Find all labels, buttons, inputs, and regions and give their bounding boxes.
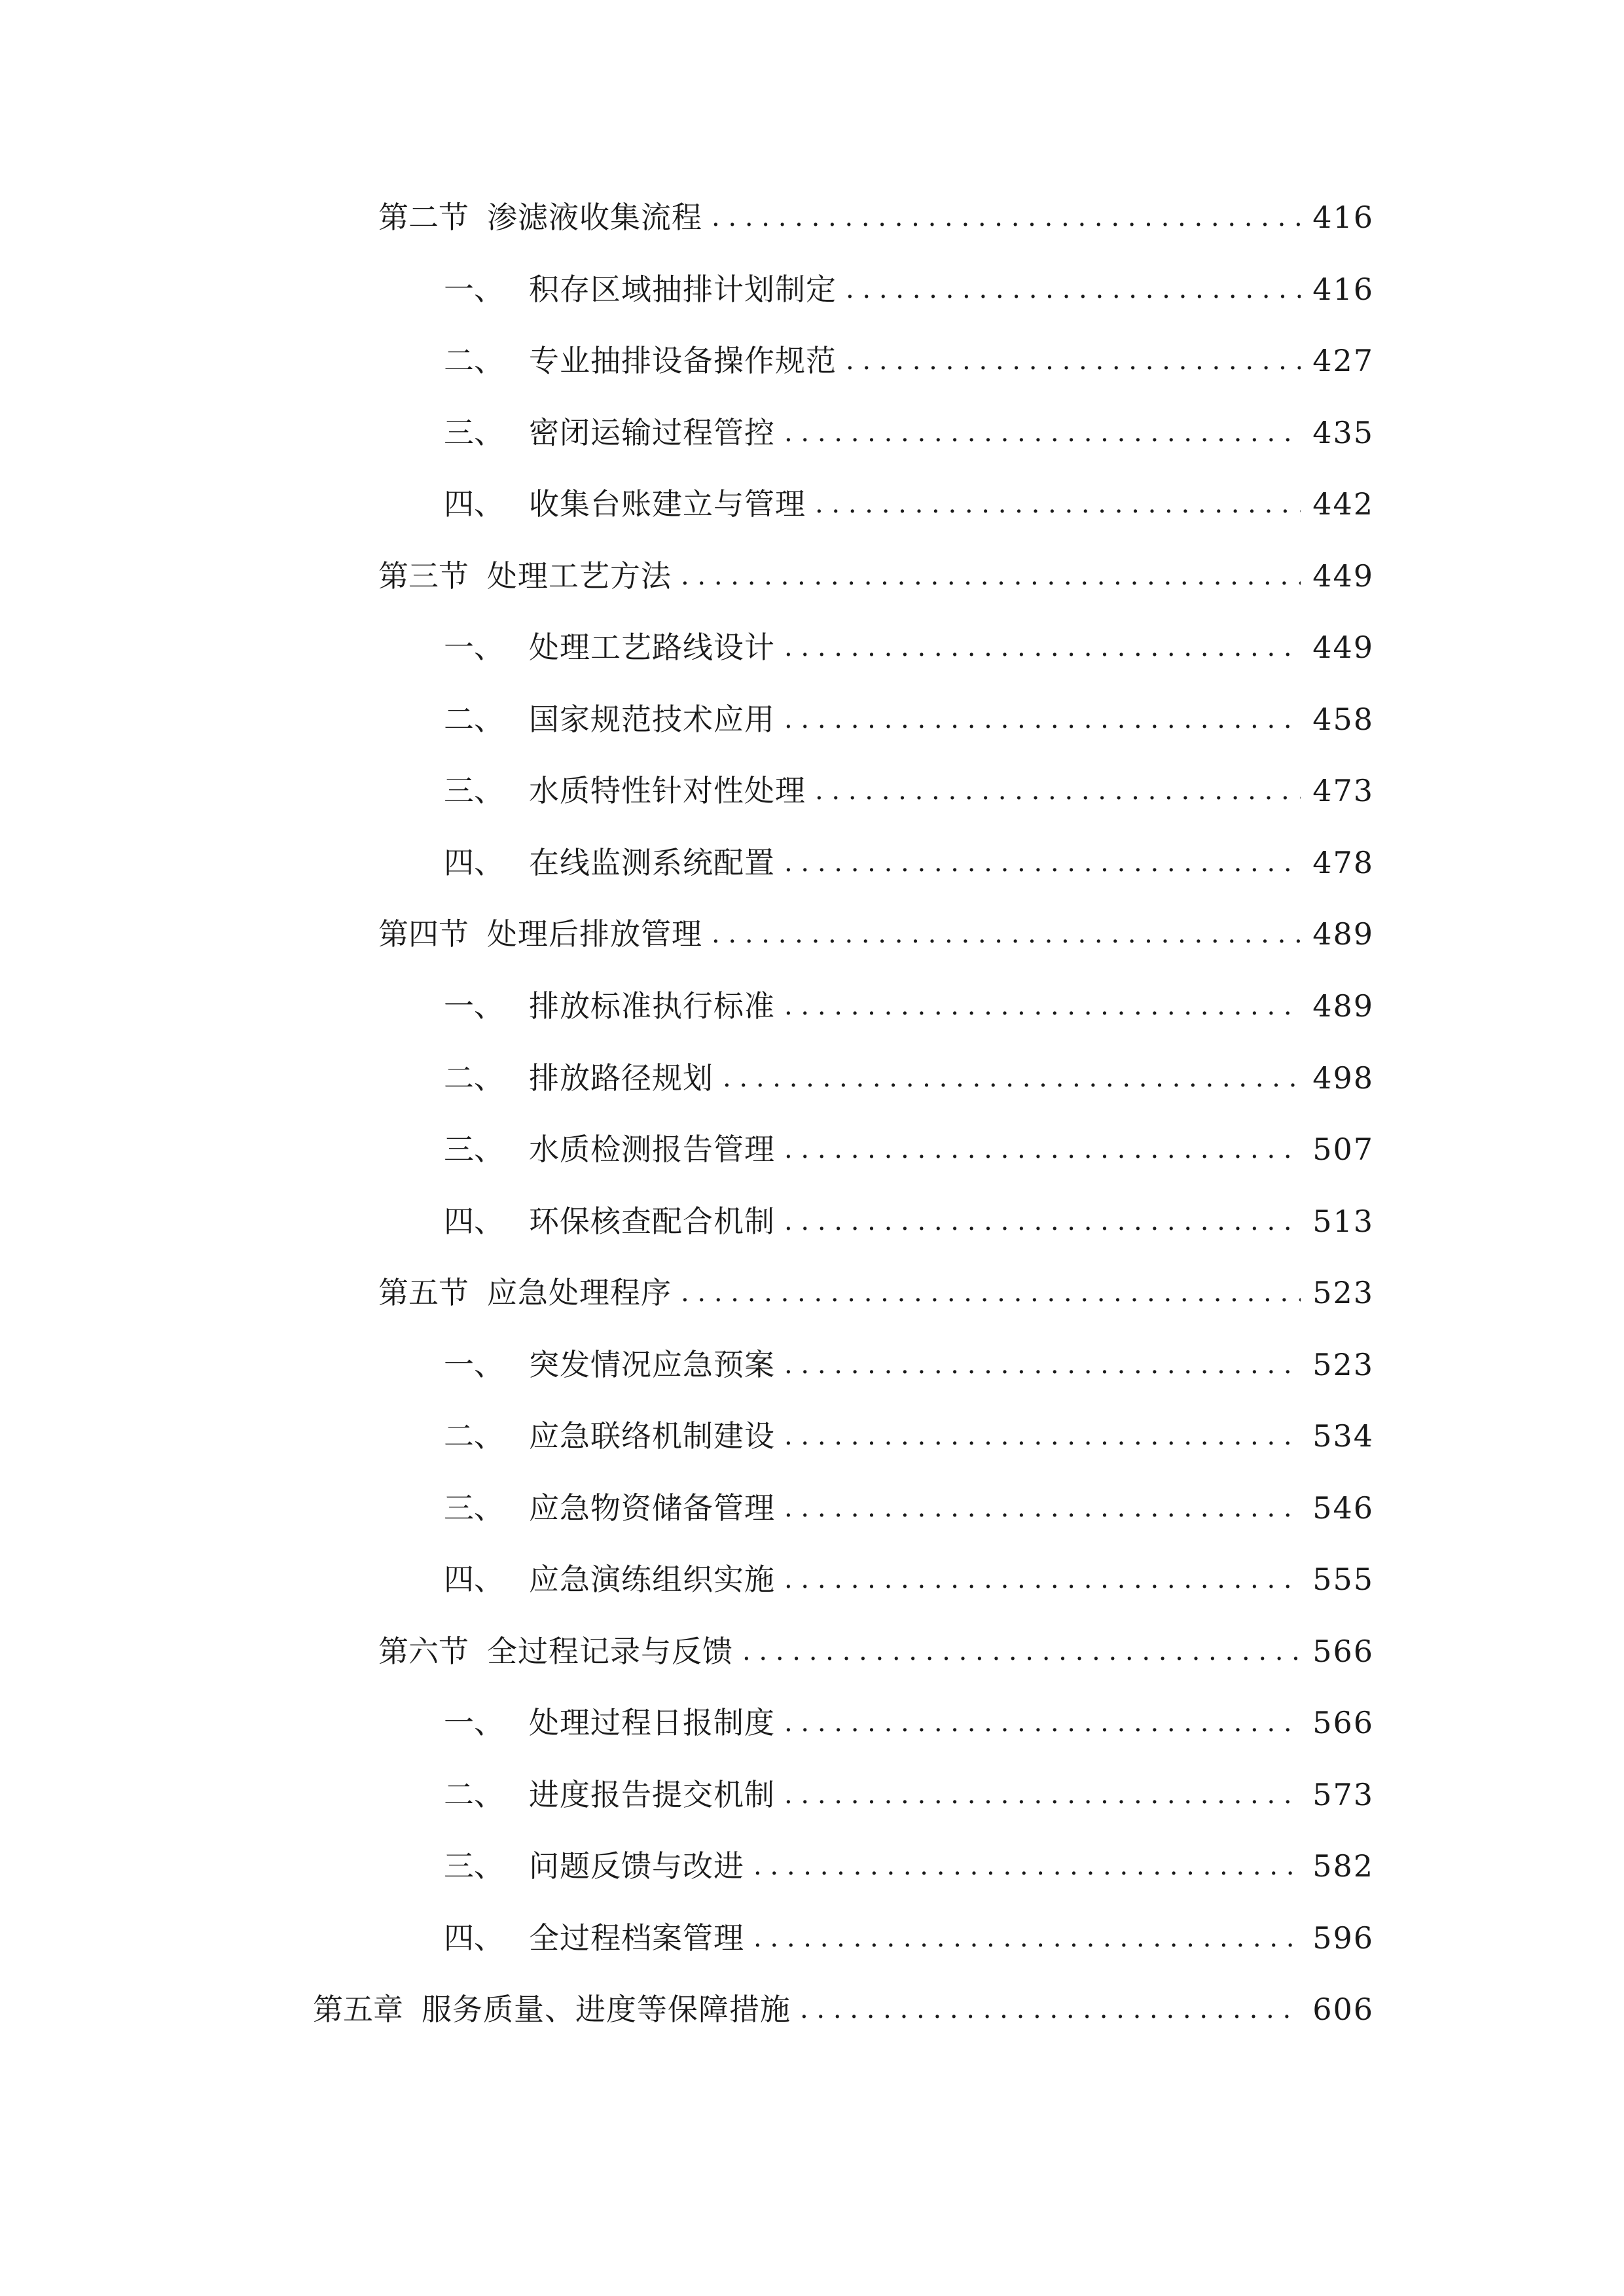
toc-entry-marker: 第五节 [378,1275,469,1310]
toc-entry-marker: 三、 [444,1490,504,1526]
dot-leader [846,263,1301,315]
toc-entry-item[interactable] [444,1840,1374,1892]
toc-entry-page: 606 [1312,1992,1374,2027]
toc-entry-item[interactable] [444,1195,1374,1247]
toc-entry-item[interactable] [444,1696,1374,1749]
toc-entry-page: 573 [1312,1777,1374,1812]
toc-entry-marker: 三、 [444,1132,504,1167]
toc-entry-page: 416 [1312,272,1374,307]
toc-entry-page: 582 [1312,1848,1374,1884]
dot-leader [784,1768,1301,1821]
dot-leader [784,1482,1301,1534]
toc-entry-page: 458 [1312,702,1374,737]
toc-entry-section[interactable] [378,550,1374,602]
dot-leader [815,478,1301,530]
toc-entry-title: 应急联络机制建设 [529,1418,775,1454]
toc-entry-item[interactable] [444,334,1374,387]
toc-entry-marker: 一、 [444,1705,504,1740]
dot-leader [712,191,1301,243]
toc-entry-title: 处理工艺方法 [487,558,672,594]
toc-entry-marker: 二、 [444,702,504,737]
toc-entry-title: 排放标准执行标准 [529,988,775,1024]
dot-leader [784,1553,1301,1605]
toc-entry-item[interactable] [444,1052,1374,1104]
dot-leader [784,406,1301,459]
dot-leader [742,1625,1301,1677]
toc-entry-marker: 一、 [444,1347,504,1382]
toc-entry-item[interactable] [444,1410,1374,1462]
toc-entry-page: 507 [1312,1132,1374,1167]
toc-entry-marker: 四、 [444,486,504,522]
toc-entry-marker: 三、 [444,415,504,450]
toc-entry-marker: 一、 [444,272,504,307]
toc-entry-item[interactable] [444,406,1374,459]
toc-entry-page: 427 [1312,343,1374,378]
toc-entry-section[interactable] [378,191,1374,243]
toc-entry-title: 水质特性针对性处理 [529,773,806,808]
toc-entry-page: 596 [1312,1920,1374,1956]
dot-leader [753,1912,1301,1964]
dot-leader [784,1338,1301,1391]
toc-entry-page: 449 [1312,558,1374,594]
toc-entry-page: 513 [1312,1204,1374,1239]
toc-entry-title: 水质检测报告管理 [529,1132,775,1167]
toc-entry-marker: 四、 [444,1562,504,1597]
toc-entry-marker: 四、 [444,845,504,880]
toc-entry-title: 服务质量、进度等保障措施 [422,1992,791,2027]
toc-entry-item[interactable] [444,1123,1374,1175]
toc-entry-item[interactable] [444,980,1374,1032]
toc-entry-title: 应急演练组织实施 [529,1562,775,1597]
toc-entry-section[interactable] [378,1625,1374,1677]
toc-entry-title: 处理后排放管理 [487,916,702,952]
toc-entry-marker: 第六节 [378,1634,469,1669]
toc-entry-page: 566 [1312,1634,1374,1669]
dot-leader [784,836,1301,889]
toc-entry-page: 523 [1312,1347,1374,1382]
toc-entry-title: 在线监测系统配置 [529,845,775,880]
toc-entry-title: 环保核查配合机制 [529,1204,775,1239]
toc-entry-page: 489 [1312,916,1374,952]
toc-entry-title: 进度报告提交机制 [529,1777,775,1812]
dot-leader [784,1696,1301,1749]
toc-entry-page: 534 [1312,1418,1374,1454]
toc-entry-marker: 二、 [444,1060,504,1096]
toc-entry-item[interactable] [444,836,1374,889]
toc-entry-page: 555 [1312,1562,1374,1597]
dot-leader [784,980,1301,1032]
toc-entry-marker: 第五章 [313,1992,403,2027]
toc-entry-marker: 四、 [444,1204,504,1239]
toc-entry-marker: 二、 [444,343,504,378]
toc-entry-title: 应急处理程序 [487,1275,672,1310]
toc-entry-section[interactable] [378,1266,1374,1319]
toc-entry-marker: 二、 [444,1777,504,1812]
toc-entry-item[interactable] [444,1338,1374,1391]
toc-entry-title: 国家规范技术应用 [529,702,775,737]
toc-entry-marker: 第四节 [378,916,469,952]
toc-entry-item[interactable] [444,764,1374,817]
dot-leader [681,1266,1301,1319]
dot-leader [712,908,1301,960]
toc-entry-title: 积存区域抽排计划制定 [529,272,837,307]
toc-entry-marker: 三、 [444,1848,504,1884]
toc-entry-title: 处理过程日报制度 [529,1705,775,1740]
toc-entry-page: 473 [1312,773,1374,808]
toc-entry-title: 收集台账建立与管理 [529,486,806,522]
toc-entry-title: 处理工艺路线设计 [529,630,775,665]
toc-entry-title: 应急物资储备管理 [529,1490,775,1526]
toc-entry-marker: 三、 [444,773,504,808]
toc-entry-page: 546 [1312,1490,1374,1526]
toc-entry-item[interactable] [444,263,1374,315]
toc-entry-title: 渗滤液收集流程 [487,200,702,235]
toc-entry-page: 523 [1312,1275,1374,1310]
dot-leader [784,621,1301,673]
toc-entry-page: 478 [1312,845,1374,880]
toc-entry-page: 416 [1312,200,1374,235]
toc-entry-item[interactable] [444,478,1374,530]
toc-entry-item[interactable] [444,693,1374,745]
dot-leader [784,693,1301,745]
dot-leader [784,1195,1301,1247]
toc-entry-section[interactable] [378,908,1374,960]
dot-leader [846,334,1301,387]
toc-entry-page: 449 [1312,630,1374,665]
toc-entry-item[interactable] [444,1768,1374,1821]
toc-entry-page: 435 [1312,415,1374,450]
dot-leader [800,1983,1301,2036]
toc-entry-marker: 第三节 [378,558,469,594]
toc-entry-title: 全过程档案管理 [529,1920,744,1956]
dot-leader [815,764,1301,817]
toc-entry-title: 问题反馈与改进 [529,1848,744,1884]
toc-entry-title: 排放路径规划 [529,1060,713,1096]
toc-entry-title: 全过程记录与反馈 [487,1634,733,1669]
toc-entry-marker: 四、 [444,1920,504,1956]
toc-entry-title: 密闭运输过程管控 [529,415,775,450]
dot-leader [784,1410,1301,1462]
toc-entry-marker: 二、 [444,1418,504,1454]
toc-entry-chapter[interactable] [313,1983,1374,2036]
toc-entry-item[interactable] [444,1553,1374,1605]
dot-leader [681,550,1301,602]
toc-entry-item[interactable] [444,1482,1374,1534]
dot-leader [723,1052,1301,1104]
toc-entry-title: 专业抽排设备操作规范 [529,343,837,378]
toc-entry-marker: 第二节 [378,200,469,235]
toc-entry-title: 突发情况应急预案 [529,1347,775,1382]
toc-entry-page: 566 [1312,1705,1374,1740]
dot-leader [784,1123,1301,1175]
toc-entry-item[interactable] [444,621,1374,673]
toc-entry-page: 498 [1312,1060,1374,1096]
toc-entry-item[interactable] [444,1912,1374,1964]
toc-entry-marker: 一、 [444,988,504,1024]
toc-entry-page: 489 [1312,988,1374,1024]
toc-entry-marker: 一、 [444,630,504,665]
toc-entry-page: 442 [1312,486,1374,522]
dot-leader [753,1840,1301,1892]
